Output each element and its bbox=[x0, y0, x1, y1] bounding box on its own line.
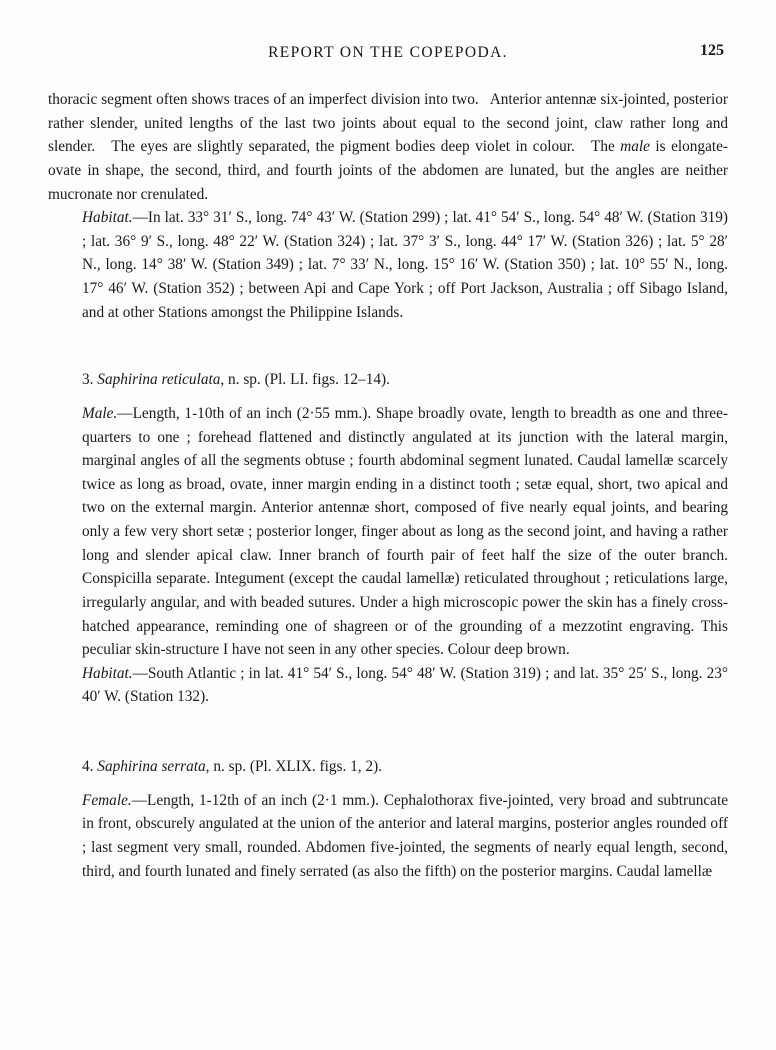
paragraph-male-description bbox=[48, 402, 728, 662]
sex-label-female: Female. bbox=[82, 791, 132, 809]
sex-label-male: Male. bbox=[82, 404, 118, 422]
habitat-label-2: Habitat. bbox=[82, 664, 133, 682]
species-citation: , n. sp. (Pl. LI. figs. 12–14). bbox=[220, 371, 390, 389]
habitat-label: Habitat. bbox=[82, 209, 133, 227]
female-description-text: —Length, 1-12th of an inch (2·1 mm.). Cephalothorax five-jointed, very broad and subtruncate in front, obscurely angulated at the union of the anterior and lateral margins, posterior angles rounded off ; last segment very small, rounded. Abdomen five-jointed, the segments of nearly equal length, second, third, and fourth lunated and finely serrated (as also the fifth) on the posterior margins. Caudal lamellæ bbox=[82, 791, 728, 880]
species-citation-2: , n. sp. (Pl. XLIX. figs. 1, 2). bbox=[205, 758, 383, 775]
species-heading-4 bbox=[48, 755, 728, 779]
species-name: Saphirina reticulata bbox=[97, 371, 221, 389]
habitat-text: —In lat. 33° 31′ S., long. 74° 43′ W. (Station 299) ; lat. 41° 54′ S., long. 54° 48′ W. (Station 319) ; lat. 36° 9′ S., long. 48° 22′ W. (Station 324) ; lat. 37° 3′ S., long. 44° 17′ W. (Station 326) ; lat. 5° 28′ N., long. 14° 38′ W. (Station 349) ; lat. 7° 33′ N., long. 15° 16′ W. (Station 350) ; lat. 10° 55′ N., long. 17° 46′ W. (Station 352) ; between Api and Cape York ; off Port Jackson, Australia ; off Sibago Island, and at other Stations amongst the Philippine Islands. bbox=[82, 209, 728, 321]
running-head: REPORT ON THE COPEPODA. bbox=[268, 44, 508, 61]
sentence-1: thoracic segment often shows traces of an imperfect division into two. bbox=[48, 91, 479, 108]
term-male: male bbox=[620, 138, 650, 156]
page-header bbox=[48, 44, 728, 78]
sentence-2: Anterior antennæ six-jointed, posterior rather slender, united lengths of the last two joints about equal to the second joint, claw rather long and slender. bbox=[48, 91, 728, 156]
page-body bbox=[48, 88, 728, 883]
species-name-2: Saphirina serrata bbox=[97, 758, 206, 775]
species-number: 3. bbox=[82, 371, 98, 389]
paragraph-habitat-2 bbox=[48, 662, 728, 709]
habitat-text-2: —South Atlantic ; in lat. 41° 54′ S., long. 54° 48′ W. (Station 319) ; and lat. 35° 25′ S., long. 23° 40′ W. (Station 132). bbox=[82, 664, 728, 706]
sentence-4-pre: The bbox=[590, 138, 621, 156]
species-number-2: 4. bbox=[82, 758, 98, 775]
male-description-text: —Length, 1-10th of an inch (2·55 mm.). Shape broadly ovate, length to breadth as one and three-quarters to one ; forehead flattened and distinctly angulated at its junction with the lateral margin, marginal angles of all the segments obtuse ; fourth abdominal segment lunated. Caudal lamellæ scarcely twice as long as broad, ovate, inner margin ending in a distinct tooth ; setæ equal, short, two apical and two on the external margin. Anterior antennæ short, composed of five nearly equal joints, and bearing only a few very short setæ ; posterior longer, finger about as long as the second joint, and having a rather long and slender apical claw. Inner branch of fourth pair of feet half the size of the outer branch. Conspicilla separate. Integument (except the caudal lamellæ) reticulated throughout ; reticulations large, irregularly angular, and with beaded sutures. Under a high microscopic power the skin has a finely cross-hatched appearance, reminding one of shagreen or of the grounding of a mezzotint engraving. This peculiar skin-structure I have not seen in any other species. Colour deep brown. bbox=[82, 404, 728, 659]
page-number: 125 bbox=[700, 42, 724, 59]
species-heading-3 bbox=[48, 368, 728, 392]
paragraph-continuation bbox=[48, 88, 728, 206]
paragraph-female-description bbox=[48, 789, 728, 884]
sentence-4-post: is elongate-ovate in shape, the second, third, and fourth joints of the abdomen are lunated, but the angles are neither mucronate nor crenulated. bbox=[48, 138, 728, 203]
paragraph-habitat-1 bbox=[48, 206, 728, 324]
sentence-3: The eyes are slightly separated, the pigment bodies deep violet in colour. bbox=[111, 138, 575, 156]
